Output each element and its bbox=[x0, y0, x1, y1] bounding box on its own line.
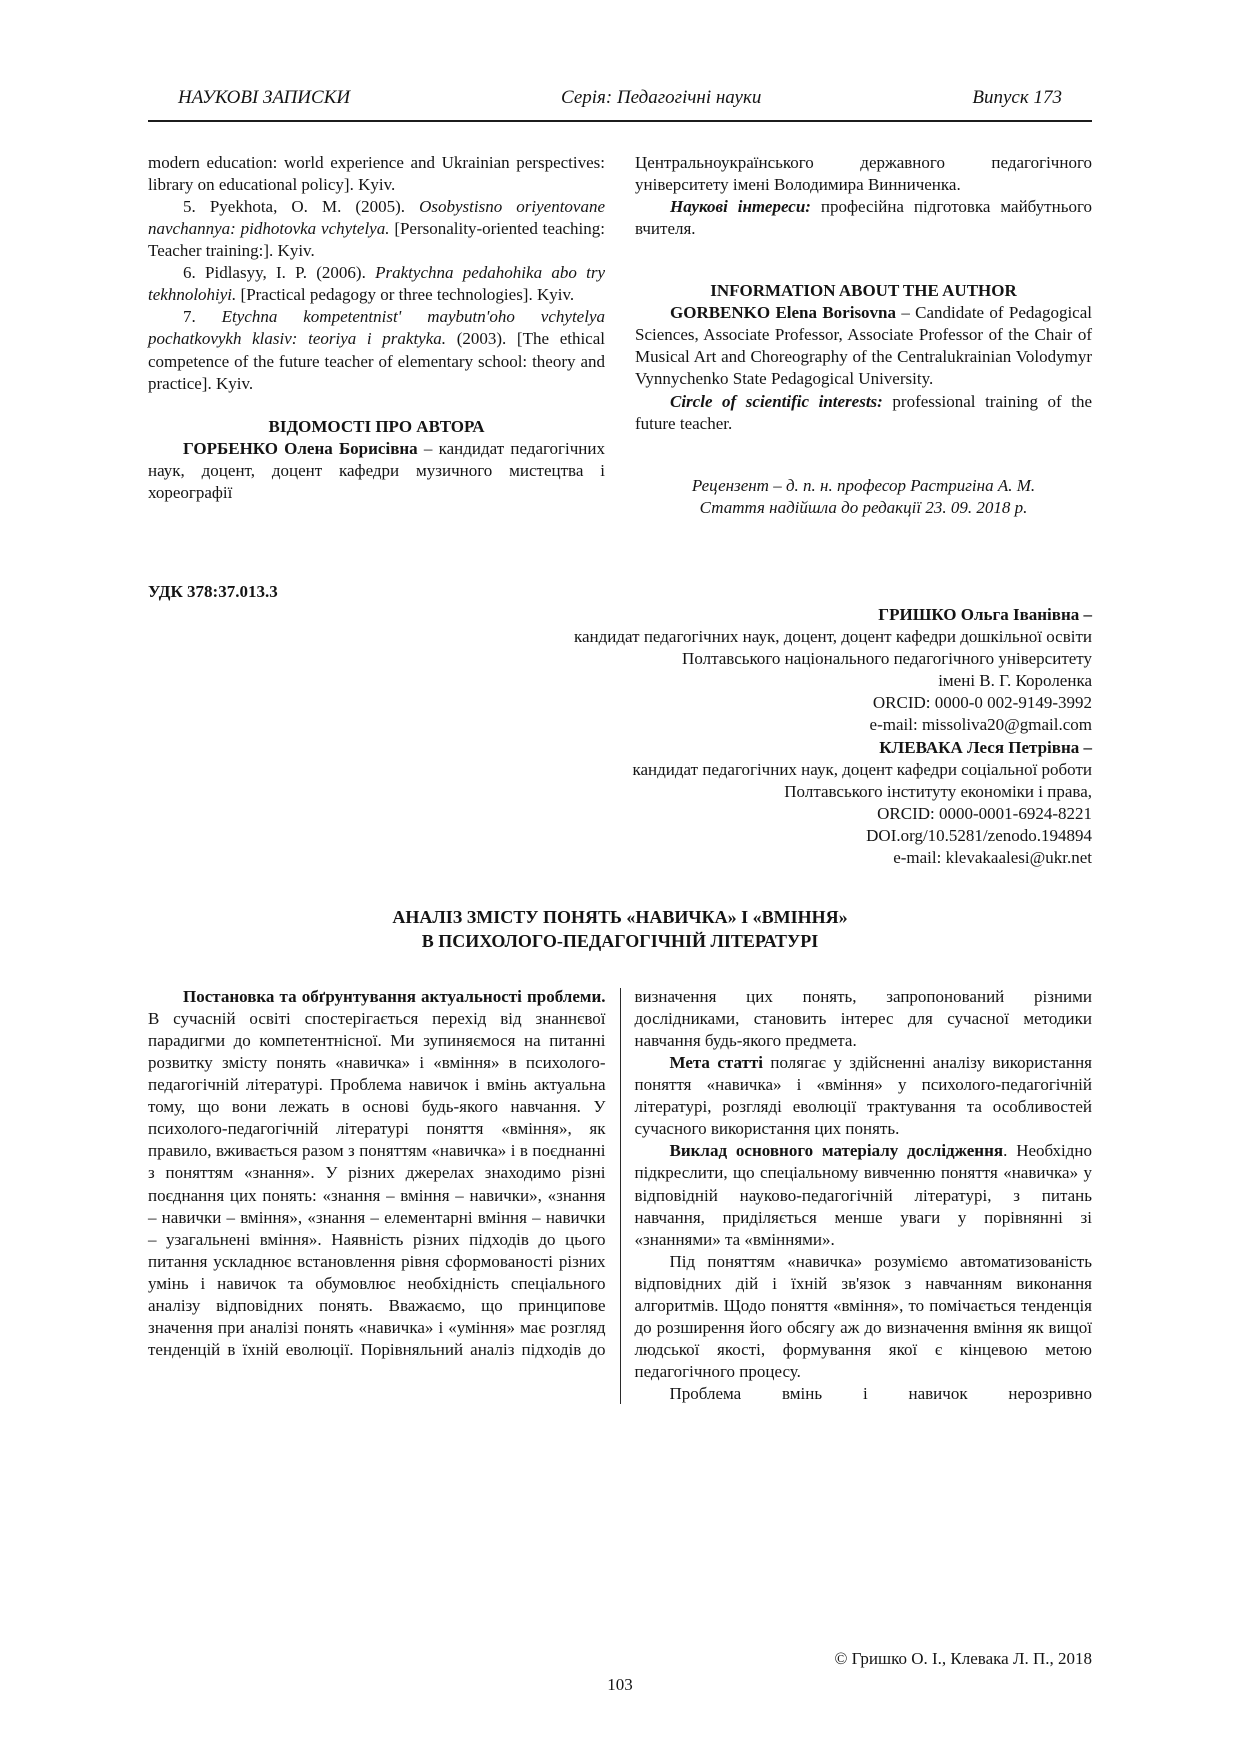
top-right-column bbox=[635, 152, 1092, 519]
received-line: Стаття надійшла до редакції 23. 09. 2018 р. bbox=[699, 497, 1028, 517]
section-heading: INFORMATION ABOUT THE AUTHOR bbox=[710, 281, 1017, 301]
page-footer bbox=[148, 1628, 1092, 1696]
paragraph: Постановка та обґрунтування актуальності проблеми. В сучасній освіті спостерігається перехід від знаннєвої парадигми до компетентнісної. Ми зупиняємося на питанні розвитку змісту понять «навичка» і «вміння» в психолого-педагогічній літературі. Проблема навичок і вмінь актуальна тому, що вони лежать в основі будь-якого навчання. У психолого-педагогічній літературі поняття «вміння», як правило, вживається разом з поняттям «навичка» і в поєднанні з поняттям «знання». У різних джерелах знаходимо різні поєднання цих понять: «знання – вміння – навички», «знання – навички – вміння», «знання – елементарні вміння – навички – узагальнені вміння». Наявність різних підходів до цього питання ускладнює встановлення рівня сформованості різних умінь і навичок та обумовлює необхідність спеціального аналізу відповідних понять. Вважаємо, що принципове значення при аналізі понять «навичка» і «уміння» має розгляд тенденцій в їхній еволюції. Порівняльний аналіз підходів до bbox=[148, 986, 606, 1360]
article-title bbox=[148, 905, 1092, 954]
paragraph: Проблема вмінь і навичок нерозривно bbox=[669, 1384, 1092, 1404]
paragraph: кандидат педагогічних наук, доцент, доцент кафедри дошкільної освіти bbox=[574, 627, 1092, 647]
reviewer-line: Рецензент – д. п. н. професор Растригіна А. М. bbox=[691, 475, 1036, 495]
paragraph: e-mail: klevakaalesi@ukr.net bbox=[893, 848, 1092, 868]
paragraph: визначення цих понять, запропонований різними дослідниками, становить інтерес для сучасної методики навчання будь-якого предмета. bbox=[634, 986, 1092, 1050]
paragraph: імені В. Г. Короленка bbox=[938, 671, 1092, 691]
paragraph: 5. Pyekhota, O. M. (2005). Osobystisno oriyentovane navchannya: pidhotovka vchytelya. [Personality-oriented teaching: Teacher training:]. Kyiv. bbox=[148, 196, 606, 261]
issue-number: Випуск 173 bbox=[972, 87, 1062, 108]
paragraph: кандидат педагогічних наук, доцент кафедри соціальної роботи bbox=[632, 759, 1092, 779]
running-header bbox=[148, 86, 1092, 122]
paragraph: 7. Etychna kompetentnist' maybutn'oho vchytelya pochatkovykh klasiv: teoriya i praktyka. (2003). [The ethical competence of the future teacher of elementary school: theory and practice]. Kyiv. bbox=[148, 307, 605, 393]
paragraph: Полтавського інституту економіки і права, bbox=[784, 781, 1092, 801]
paragraph: Circle of scientific interests: professional training of the future teacher. bbox=[635, 391, 1092, 433]
paragraph: ORCID: 0000-0001-6924-8221 bbox=[877, 803, 1092, 823]
paragraph: Виклад основного матеріалу дослідження. Необхідно підкреслити, що спеціальному вивченню поняття «навичка» у відповідній науково-педагогічній літературі, з питань навчання, приділяється менше уваги у порівнянні зі «знаннями» та «вміннями». bbox=[634, 1141, 1093, 1249]
section-heading: ВІДОМОСТІ ПРО АВТОРА bbox=[268, 416, 485, 436]
top-left-column bbox=[148, 152, 605, 519]
paragraph: ГОРБЕНКО Олена Борисівна – кандидат педагогічних наук, доцент, доцент кафедри музичного мистецтва і хореографії bbox=[148, 438, 605, 502]
column-divider bbox=[620, 988, 621, 1404]
paragraph: e-mail: missoliva20@gmail.com bbox=[869, 715, 1092, 735]
paragraph: Наукові інтереси: професійна підготовка майбутнього вчителя. bbox=[635, 196, 1092, 238]
paragraph: Під поняттям «навичка» розуміємо автоматизованість відповідних дій і їхній зв'язок з навчанням виконання алгоритмів. Щодо поняття «вміння», то помічається тенденція до розширення його обсягу аж до визначення вміння як вищої людської якості, формування якої є кінцевою метою педагогічного процесу. bbox=[634, 1251, 1092, 1382]
paragraph: GORBENKO Elena Borisovna – Candidate of Pedagogical Sciences, Associate Professor, Associate Professor of the Chair of Musical Art and Choreography of the Centralukrainian Volodymyr Vynnychenko State Pedagogical University. bbox=[635, 303, 1092, 389]
udc-code: УДК 378:37.013.3 bbox=[148, 581, 278, 601]
paragraph: Центральноукраїнського державного педагогічного університету імені Володимира Винниченка. bbox=[635, 152, 1092, 194]
paragraph: ГРИШКО Ольга Іванівна – bbox=[878, 605, 1092, 624]
series-title: Серія: Педагогічні науки bbox=[561, 87, 762, 108]
body-right-column bbox=[635, 986, 1093, 1406]
article-title-line2: В ПСИХОЛОГО-ПЕДАГОГІЧНІЙ ЛІТЕРАТУРІ bbox=[421, 931, 819, 952]
article-body bbox=[148, 986, 1092, 1406]
paragraph: Мета статті полягає у здійсненні аналізу використання поняття «навичка» і «вміння» у психолого-педагогічній літературі, розгляді еволюції трактування та особливостей сучасного використання цих понять. bbox=[634, 1053, 1092, 1139]
authors-block bbox=[148, 604, 1092, 869]
copyright: © Гришко О. І., Клевака Л. П., 2018 bbox=[834, 1648, 1092, 1668]
body-left-column bbox=[148, 986, 606, 1406]
paragraph: DOI.org/10.5281/zenodo.194894 bbox=[866, 825, 1092, 845]
previous-article-backmatter bbox=[148, 152, 1092, 519]
paragraph: КЛЕВАКА Леся Петрівна – bbox=[879, 737, 1092, 757]
paragraph: Полтавського національного педагогічного університету bbox=[682, 649, 1092, 669]
article-title-line1: АНАЛІЗ ЗМІСТУ ПОНЯТЬ «НАВИЧКА» І «ВМІННЯ» bbox=[392, 907, 848, 928]
paragraph: ORCID: 0000-0 002-9149-3992 bbox=[872, 693, 1092, 713]
paragraph: modern education: world experience and Ukrainian perspectives: library on educational policy]. Kyiv. bbox=[148, 152, 605, 194]
page-number: 103 bbox=[607, 1674, 633, 1694]
paragraph: 6. Pidlasyy, I. P. (2006). Praktychna pedahohika abo try tekhnolohiyi. [Practical pedagogy or three technologies]. Kyiv. bbox=[148, 263, 605, 305]
journal-title: НАУКОВІ ЗАПИСКИ bbox=[178, 87, 351, 108]
